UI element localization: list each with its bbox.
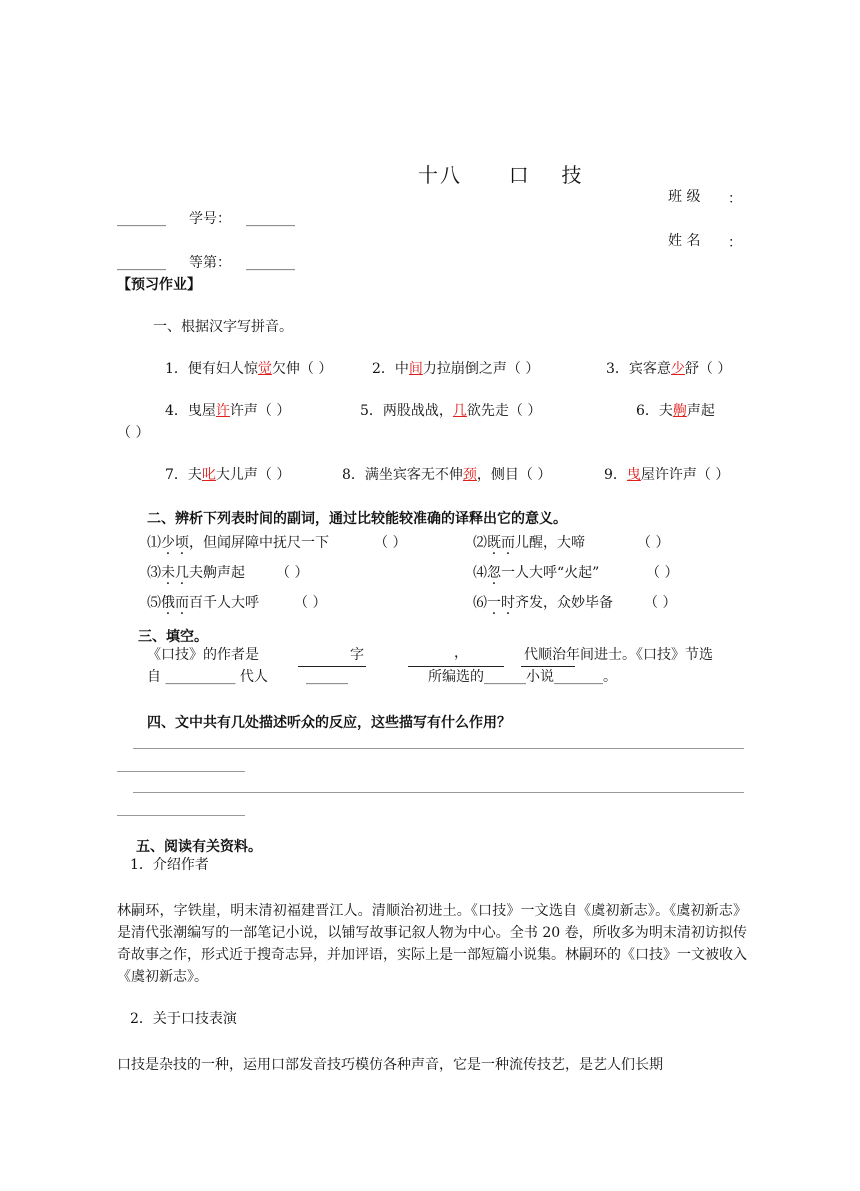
title-part-1: 十八	[418, 163, 462, 187]
section3-heading: 三、填空。	[138, 629, 208, 645]
q2-item-5-paren: （ ）	[294, 595, 327, 611]
q2-item-6-paren: （ ）	[644, 595, 677, 611]
class-blank: _______	[117, 211, 166, 227]
answer-line-2	[133, 792, 744, 793]
q3-line1-b: 字	[350, 647, 364, 663]
q1-item-6: 6．夫齁声起	[636, 403, 715, 419]
q1-item-7: 7．夫叱大儿声（ ）	[165, 467, 291, 483]
q1-item-3: 3．宾客意少舒（ ）	[606, 361, 732, 377]
q2-item-1: ⑴少顷，但闻屏障中抚尺一下	[147, 535, 329, 551]
name-colon: ：	[728, 235, 742, 251]
q1-item-1: 1．便有妇人惊觉欠伸（ ）	[165, 361, 333, 377]
q2-item-5: ⑸俄而百千人大呼	[147, 595, 259, 611]
section5-heading: 五、阅读有关资料。	[136, 839, 262, 855]
q2-item-4: ⑷忽一人大呼“火起”	[473, 565, 600, 581]
section5-para2: 口技是杂技的一种，运用口部发音技巧模仿各种声音，它是一种流传技艺，是艺人们长期	[117, 1057, 663, 1073]
q3-line2-b: ______	[306, 669, 348, 685]
rank-label: 等第：	[189, 255, 231, 271]
answer-line-2-end	[117, 815, 245, 816]
answer-line-1	[133, 748, 744, 749]
preview-heading: 【预习作业】	[117, 277, 201, 293]
q1-item-2: 2．中间力拉崩倒之声（ ）	[372, 361, 540, 377]
rank-blank: _______	[246, 255, 295, 271]
section4-heading: 四、文中共有几处描述听众的反应，这些描写有什么作用？	[147, 715, 511, 731]
q3-line2-a: 自 __________ 代人	[147, 669, 268, 685]
q1-item-9: 9．曳屋许许声（ ）	[604, 467, 730, 483]
q2-item-2-paren: （ ）	[637, 535, 670, 551]
q1-item-8: 8．满坐宾客无不伸颈，侧目（ ）	[342, 467, 552, 483]
section5-para1: 林嗣环，字铁崖，明末清初福建晋江人。清顺治初进土。《口技》一文选自《虞初新志》。《虞初新志》是清代张潮编写的一部笔记小说，以铺写故事记叙人物为中心。全书 20 卷，所收多为明末清初访拟传奇故事之作，形式近于搜奇志异，并加评语，实际上是一部短篇小说集。林嗣环的《口技》一文被收入《虞初新志》。	[117, 903, 747, 985]
q2-item-2: ⑵既而儿醒，大啼	[473, 535, 585, 551]
page-title	[418, 159, 583, 188]
q3-line2-c: 所编选的______小说_______。	[428, 669, 617, 685]
q3-line1-c: ，	[454, 645, 468, 661]
student-no-label: 学号：	[189, 211, 231, 227]
q2-item-6: ⑹一时齐发，众妙毕备	[473, 595, 613, 611]
name-blank: _______	[117, 255, 166, 271]
q2-item-1-paren: （ ）	[374, 535, 407, 551]
q3-line1-a: 《口技》的作者是	[147, 647, 259, 663]
student-no-blank: _______	[246, 211, 295, 227]
q2-item-3-paren: （ ）	[276, 565, 309, 581]
class-label: 班 级	[668, 189, 701, 205]
q2-item-3: ⑶未几夫齁声起	[147, 565, 245, 581]
name-label: 姓 名	[668, 233, 701, 249]
section5-sub1: 1．介绍作者	[130, 857, 209, 873]
q3-line1-d: 代顺治年间进士。《口技》节选	[524, 647, 713, 663]
class-colon: ：	[728, 191, 742, 207]
q1-item-6-wrap: （ ）	[117, 425, 150, 441]
q1-item-4: 4．曳屋许许声（ ）	[165, 403, 291, 419]
q1-item-5: 5．两股战战，几欲先走（ ）	[360, 403, 542, 419]
title-part-3: 技	[561, 163, 584, 187]
title-part-2: 口	[508, 163, 531, 187]
section1-heading: 一、根据汉字写拼音。	[153, 319, 293, 335]
section2-heading: 二、辨析下列表时间的副词，通过比较能较准确的译释出它的意义。	[147, 511, 567, 527]
q2-item-4-paren: （ ）	[646, 565, 679, 581]
answer-line-1-end	[117, 771, 245, 772]
section5-sub2: 2．关于口技表演	[130, 1011, 237, 1027]
